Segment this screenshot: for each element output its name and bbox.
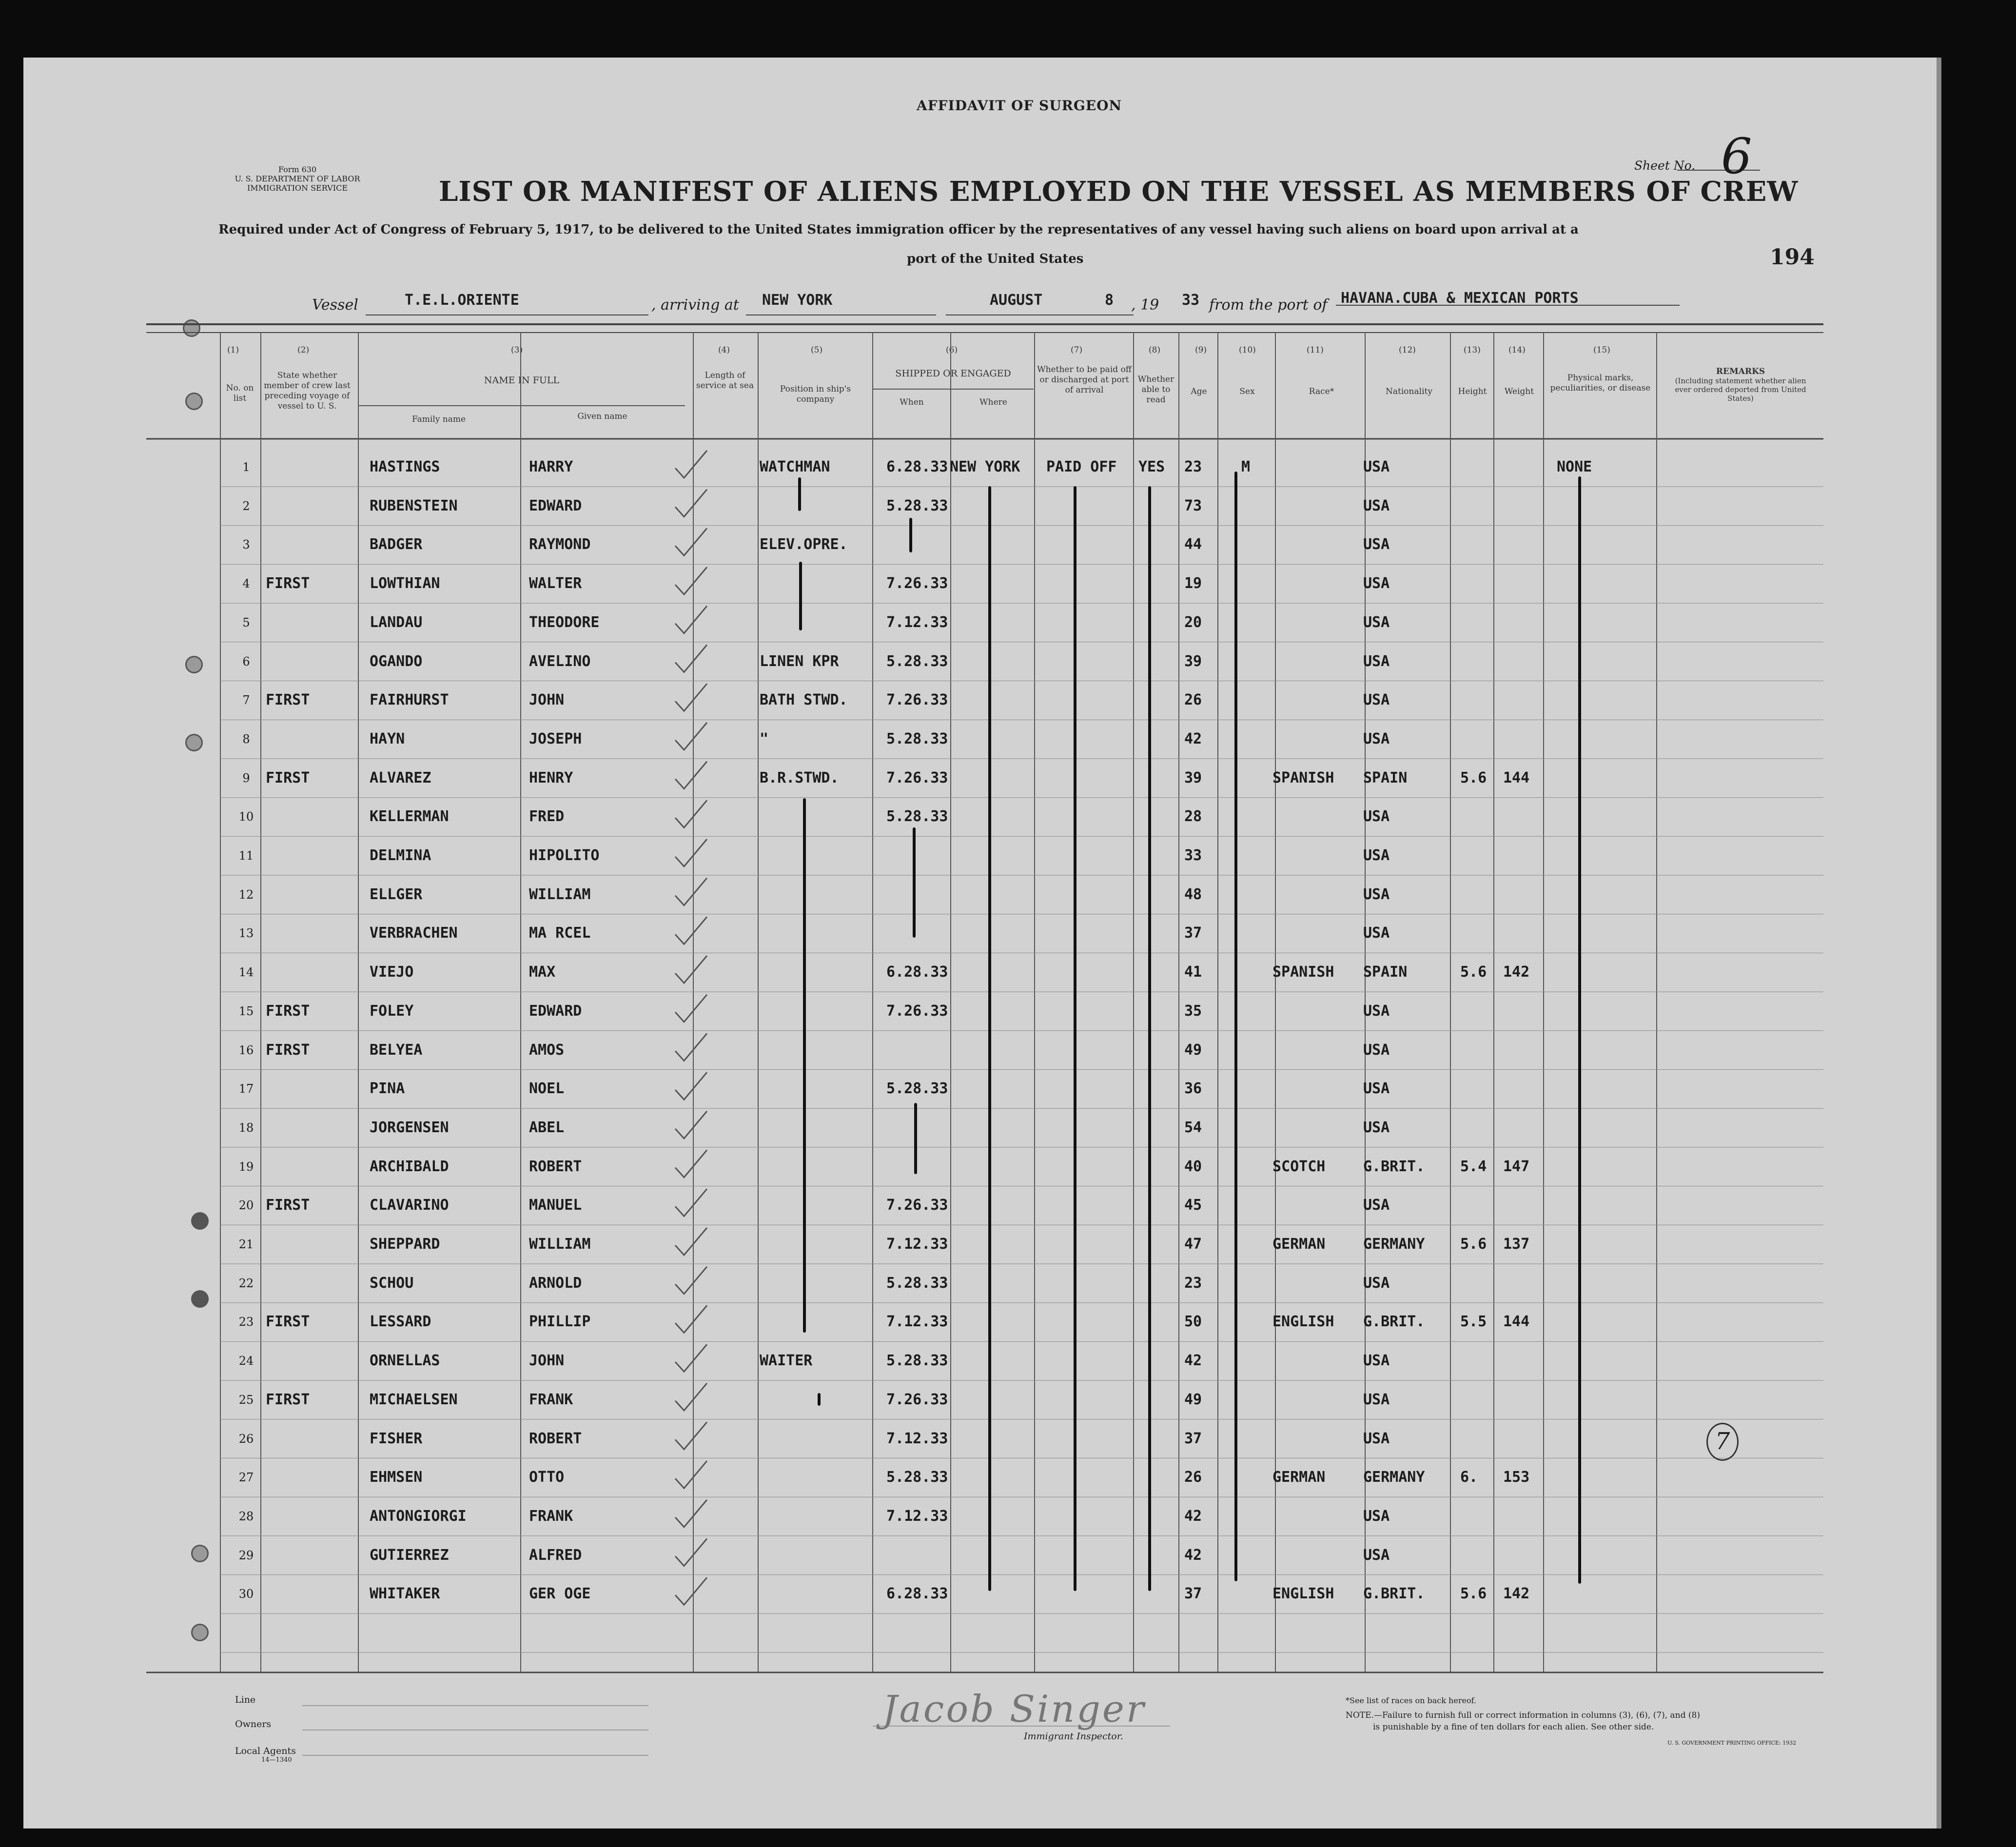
- cell-physical: NONE: [1557, 458, 1592, 475]
- cell-given: FRANK: [529, 1391, 573, 1408]
- cell-height: 5.6: [1460, 1585, 1487, 1603]
- header-able-to-read: Whether able to read: [1137, 374, 1174, 405]
- cell-nationality: G.BRIT.: [1363, 1585, 1425, 1603]
- cell-when: 6.28.33: [886, 1585, 948, 1603]
- cell-age: 47: [1184, 1236, 1202, 1253]
- cell-height: 5.6: [1460, 963, 1487, 981]
- cell-nationality: USA: [1363, 1546, 1390, 1564]
- cell-family: FAIRHURST: [370, 691, 449, 709]
- cell-given: THEODORE: [529, 613, 600, 631]
- cell-height: 5.6: [1460, 769, 1487, 786]
- cell-age: 23: [1184, 1274, 1202, 1292]
- cell-no: 9: [242, 771, 250, 785]
- cell-nationality: USA: [1363, 1119, 1390, 1136]
- cell-given: HIPOLITO: [529, 847, 600, 864]
- arrival-year: 33: [1182, 292, 1200, 309]
- cell-position: B.R.STWD.: [760, 769, 839, 786]
- cell-nationality: SPAIN: [1363, 769, 1408, 786]
- header-list-number: No. on list: [226, 383, 254, 403]
- cell-given: ABEL: [529, 1119, 565, 1136]
- cell-given: NOEL: [529, 1080, 565, 1098]
- cell-given: AVELINO: [529, 652, 591, 670]
- cell-given: WALTER: [529, 575, 582, 592]
- cell-nationality: USA: [1363, 652, 1390, 670]
- footer-agents-code: 14—1340: [261, 1756, 292, 1764]
- cell-family: BELYEA: [370, 1041, 423, 1059]
- cell-when: 7.12.33: [886, 1430, 948, 1447]
- cell-family: SCHOU: [370, 1274, 414, 1292]
- failure-note: NOTE.—Failure to furnish full or correct information in columns (3), (6), (7), and (8): [1346, 1710, 1700, 1720]
- page-stamp: 194: [1770, 245, 1815, 270]
- cell-race: SCOTCH: [1272, 1158, 1326, 1175]
- cell-family: VERBRACHEN: [370, 924, 458, 942]
- cell-given: FRANK: [529, 1507, 573, 1525]
- cell-nationality: USA: [1363, 924, 1390, 942]
- cell-when: 6.28.33: [886, 963, 948, 981]
- footer-line-label: Line: [235, 1694, 256, 1705]
- header-height: Height: [1458, 387, 1487, 396]
- header-where: Where: [979, 397, 1007, 407]
- cell-state: FIRST: [266, 1002, 310, 1020]
- affidavit-header: AFFIDAVIT OF SURGEON: [917, 98, 1122, 114]
- cell-age: 26: [1184, 691, 1202, 709]
- cell-nationality: USA: [1363, 1080, 1390, 1098]
- cell-no: 23: [238, 1315, 254, 1329]
- vessel-name: T.E.L.ORIENTE: [405, 292, 519, 309]
- cell-no: 17: [238, 1082, 254, 1096]
- header-remarks: REMARKS: [1716, 367, 1765, 376]
- cell-state: FIRST: [266, 1391, 310, 1408]
- cell-age: 50: [1184, 1313, 1202, 1331]
- cell-no: 7: [242, 693, 250, 707]
- cell-given: ALFRED: [529, 1546, 582, 1564]
- cell-given: HENRY: [529, 769, 573, 786]
- cell-family: PINA: [370, 1080, 405, 1098]
- cell-age: 39: [1184, 652, 1202, 670]
- cell-given: HARRY: [529, 458, 573, 475]
- cell-family: ALVAREZ: [370, 769, 431, 786]
- cell-age: 73: [1184, 497, 1202, 514]
- cell-when: 7.12.33: [886, 1236, 948, 1253]
- cell-position: WAITER: [760, 1352, 813, 1370]
- cell-no: 20: [238, 1199, 254, 1213]
- sheet-number: 6: [1721, 128, 1752, 185]
- cell-no: 25: [238, 1393, 254, 1407]
- cell-read: YES: [1138, 458, 1165, 475]
- cell-age: 42: [1184, 730, 1202, 747]
- cell-no: 8: [242, 732, 250, 746]
- form-title: LIST OR MANIFEST OF ALIENS EMPLOYED ON THE VESSEL AS MEMBERS OF CREW: [439, 176, 1799, 208]
- cell-given: JOSEPH: [529, 730, 582, 747]
- cell-family: JORGENSEN: [370, 1119, 449, 1136]
- cell-nationality: USA: [1363, 536, 1390, 553]
- cell-when: 7.26.33: [886, 1197, 948, 1214]
- cell-no: 14: [238, 965, 254, 980]
- cell-nationality: USA: [1363, 497, 1390, 514]
- footer-agents-label: Local Agents: [235, 1746, 296, 1756]
- failure-note-2: is punishable by a fine of ten dollars for each alien. See other side.: [1373, 1722, 1654, 1732]
- cell-race: GERMAN: [1272, 1236, 1326, 1253]
- cell-age: 48: [1184, 885, 1202, 903]
- form-identifier: Form 630 U. S. DEPARTMENT OF LABOR IMMIGRATION SERVICE: [235, 165, 360, 193]
- inspector-label: Immigrant Inspector.: [1024, 1731, 1123, 1742]
- cell-weight: 144: [1503, 769, 1530, 786]
- cell-age: 23: [1184, 458, 1202, 475]
- cell-nationality: USA: [1363, 575, 1390, 592]
- cell-position: WATCHMAN: [760, 458, 830, 475]
- cell-family: HAYN: [370, 730, 405, 747]
- cell-age: 20: [1184, 613, 1202, 631]
- cell-age: 39: [1184, 769, 1202, 786]
- cell-height: 5.4: [1460, 1158, 1487, 1175]
- cell-family: SHEPPARD: [370, 1236, 440, 1253]
- cell-where: NEW YORK: [950, 458, 1020, 475]
- cell-no: 24: [238, 1354, 254, 1368]
- cell-no: 18: [238, 1120, 254, 1135]
- cell-no: 12: [238, 887, 254, 902]
- cell-given: JOHN: [529, 1352, 565, 1370]
- cell-given: GER OGE: [529, 1585, 591, 1603]
- cell-no: 4: [242, 577, 250, 591]
- cell-weight: 142: [1503, 1585, 1530, 1603]
- races-note: *See list of races on back hereof.: [1346, 1696, 1477, 1705]
- cell-family: ELLGER: [370, 885, 423, 903]
- inspector-signature: Jacob Singer: [882, 1687, 1146, 1730]
- cell-no: 3: [242, 538, 250, 552]
- cell-no: 15: [238, 1004, 254, 1018]
- header-weight: Weight: [1504, 387, 1534, 396]
- year-prefix: , 19: [1131, 296, 1159, 314]
- form-subtitle-2: port of the United States: [907, 252, 1084, 266]
- cell-nationality: USA: [1363, 1002, 1390, 1020]
- cell-position: BATH STWD.: [760, 691, 848, 709]
- cell-age: 42: [1184, 1352, 1202, 1370]
- cell-family: KELLERMAN: [370, 808, 449, 825]
- cell-no: 28: [238, 1509, 254, 1523]
- cell-nationality: GERMANY: [1363, 1236, 1425, 1253]
- cell-when: 5.28.33: [886, 730, 948, 747]
- cell-given: MANUEL: [529, 1197, 582, 1214]
- header-position: Position in ship's company: [780, 384, 851, 404]
- cell-given: FRED: [529, 808, 565, 825]
- cell-weight: 142: [1503, 963, 1530, 981]
- cell-race: SPANISH: [1272, 769, 1334, 786]
- header-nationality: Nationality: [1386, 387, 1432, 396]
- cell-height: 6.: [1460, 1469, 1478, 1486]
- cell-age: 37: [1184, 1430, 1202, 1447]
- cell-weight: 137: [1503, 1236, 1530, 1253]
- arriving-label: , arriving at: [651, 296, 739, 314]
- cell-no: 30: [238, 1587, 254, 1601]
- cell-weight: 147: [1503, 1158, 1530, 1175]
- cell-family: FOLEY: [370, 1002, 414, 1020]
- cell-when: 7.12.33: [886, 613, 948, 631]
- header-shipped-engaged: SHIPPED OR ENGAGED: [895, 368, 1011, 379]
- cell-when: 7.26.33: [886, 691, 948, 709]
- cell-given: ARNOLD: [529, 1274, 582, 1292]
- cell-state: FIRST: [266, 575, 310, 592]
- cell-age: 37: [1184, 924, 1202, 942]
- cell-position: ": [760, 730, 769, 747]
- header-paid-off: Whether to be paid off or discharged at port of arrival: [1037, 365, 1132, 395]
- cell-family: OGANDO: [370, 652, 423, 670]
- cell-nationality: GERMANY: [1363, 1469, 1425, 1486]
- cell-age: 26: [1184, 1469, 1202, 1486]
- cell-race: ENGLISH: [1272, 1313, 1334, 1331]
- cell-age: 49: [1184, 1041, 1202, 1059]
- cell-when: 5.28.33: [886, 808, 948, 825]
- cell-age: 19: [1184, 575, 1202, 592]
- printer-mark: U. S. GOVERNMENT PRINTING OFFICE: 1932: [1667, 1740, 1797, 1746]
- cell-weight: 144: [1503, 1313, 1530, 1331]
- cell-age: 49: [1184, 1391, 1202, 1408]
- cell-when: 5.28.33: [886, 652, 948, 670]
- form-subtitle: Required under Act of Congress of February 5, 1917, to be delivered to the United States immigration officer by the representatives of any vessel having such aliens on board upon arrival at a: [218, 222, 1579, 237]
- cell-family: CLAVARINO: [370, 1197, 449, 1214]
- cell-given: EDWARD: [529, 1002, 582, 1020]
- from-port-label: from the port of: [1209, 296, 1328, 314]
- sheet-label: Sheet No.: [1634, 158, 1696, 173]
- cell-no: 2: [242, 499, 250, 513]
- cell-when: 6.28.33: [886, 458, 948, 475]
- cell-age: 44: [1184, 536, 1202, 553]
- cell-nationality: USA: [1363, 1391, 1390, 1408]
- cell-family: LOWTHIAN: [370, 575, 440, 592]
- cell-nationality: USA: [1363, 1274, 1390, 1292]
- cell-given: WILLIAM: [529, 885, 591, 903]
- header-service-length: Length of service at sea: [696, 371, 754, 391]
- arrival-day: 8: [1105, 292, 1114, 309]
- cell-no: 29: [238, 1548, 254, 1562]
- cell-no: 26: [238, 1432, 254, 1446]
- cell-age: 54: [1184, 1119, 1202, 1136]
- cell-no: 5: [242, 615, 250, 629]
- cell-position: LINEN KPR: [760, 652, 839, 670]
- cell-weight: 153: [1503, 1469, 1530, 1486]
- cell-height: 5.6: [1460, 1236, 1487, 1253]
- cell-age: 33: [1184, 847, 1202, 864]
- cell-when: 5.28.33: [886, 1080, 948, 1098]
- cell-given: ROBERT: [529, 1158, 582, 1175]
- cell-no: 10: [238, 810, 254, 824]
- cell-nationality: USA: [1363, 1041, 1390, 1059]
- cell-nationality: USA: [1363, 1430, 1390, 1447]
- cell-family: GUTIERREZ: [370, 1546, 449, 1564]
- header-given-name: Given name: [577, 412, 627, 421]
- cell-age: 35: [1184, 1002, 1202, 1020]
- header-physical-marks: Physical marks, peculiarities, or disease: [1550, 373, 1651, 393]
- cell-family: ORNELLAS: [370, 1352, 440, 1370]
- cell-when: 5.28.33: [886, 497, 948, 514]
- cell-age: 37: [1184, 1585, 1202, 1603]
- cell-height: 5.5: [1460, 1313, 1487, 1331]
- cell-when: 5.28.33: [886, 1469, 948, 1486]
- cell-no: 11: [238, 849, 254, 863]
- cell-given: AMOS: [529, 1041, 565, 1059]
- cell-given: MAX: [529, 963, 556, 981]
- cell-given: JOHN: [529, 691, 565, 709]
- header-sex: Sex: [1239, 387, 1255, 396]
- cell-family: DELMINA: [370, 847, 431, 864]
- cell-nationality: USA: [1363, 613, 1390, 631]
- cell-nationality: SPAIN: [1363, 963, 1408, 981]
- cell-family: VIEJO: [370, 963, 414, 981]
- cell-age: 42: [1184, 1507, 1202, 1525]
- cell-nationality: USA: [1363, 808, 1390, 825]
- header-name-in-full: NAME IN FULL: [484, 375, 560, 386]
- cell-age: 41: [1184, 963, 1202, 981]
- header-race: Race*: [1309, 387, 1334, 396]
- cell-nationality: G.BRIT.: [1363, 1313, 1425, 1331]
- cell-paid: PAID OFF: [1046, 458, 1117, 475]
- cell-no: 16: [238, 1043, 254, 1057]
- header-remarks-note: (Including statement whether alien ever ordered deported from United States): [1675, 376, 1806, 403]
- cell-when: 7.26.33: [886, 1002, 948, 1020]
- cell-nationality: G.BRIT.: [1363, 1158, 1425, 1175]
- cell-no: 19: [238, 1159, 254, 1174]
- vessel-label: Vessel: [312, 296, 358, 314]
- cell-age: 28: [1184, 808, 1202, 825]
- cell-family: RUBENSTEIN: [370, 497, 458, 514]
- cell-no: 6: [242, 654, 250, 668]
- cell-family: MICHAELSEN: [370, 1391, 458, 1408]
- cell-state: FIRST: [266, 1041, 310, 1059]
- cell-race: GERMAN: [1272, 1469, 1326, 1486]
- cell-state: FIRST: [266, 691, 310, 709]
- cell-when: 7.12.33: [886, 1313, 948, 1331]
- cell-given: ROBERT: [529, 1430, 582, 1447]
- cell-given: WILLIAM: [529, 1236, 591, 1253]
- arrival-port: NEW YORK: [762, 292, 833, 309]
- cell-family: BADGER: [370, 536, 423, 553]
- cell-state: FIRST: [266, 1313, 310, 1331]
- cell-age: 45: [1184, 1197, 1202, 1214]
- cell-no: 22: [238, 1276, 254, 1290]
- departure-ports: HAVANA.CUBA & MEXICAN PORTS: [1341, 290, 1579, 307]
- cell-no: 1: [242, 460, 250, 474]
- cell-when: 7.26.33: [886, 1391, 948, 1408]
- cell-nationality: USA: [1363, 847, 1390, 864]
- footer-owners-label: Owners: [235, 1719, 272, 1729]
- header-last-voyage: State whether member of crew last preceding voyage of vessel to U. S.: [264, 371, 351, 411]
- cell-family: ARCHIBALD: [370, 1158, 449, 1175]
- cell-race: ENGLISH: [1272, 1585, 1334, 1603]
- cell-family: LANDAU: [370, 613, 423, 631]
- cell-family: FISHER: [370, 1430, 423, 1447]
- cell-nationality: USA: [1363, 1507, 1390, 1525]
- cell-no: 21: [238, 1238, 254, 1251]
- arrival-month: AUGUST: [990, 292, 1043, 309]
- cell-state: FIRST: [266, 1197, 310, 1214]
- cell-family: LESSARD: [370, 1313, 431, 1331]
- cell-position: ELEV.OPRE.: [760, 536, 848, 553]
- cell-race: SPANISH: [1272, 963, 1334, 981]
- cell-when: 7.26.33: [886, 769, 948, 786]
- cell-family: WHITAKER: [370, 1585, 440, 1603]
- cell-sex: M: [1241, 458, 1251, 475]
- cell-when: 5.28.33: [886, 1274, 948, 1292]
- cell-age: 42: [1184, 1546, 1202, 1564]
- cell-nationality: USA: [1363, 1197, 1390, 1214]
- cell-nationality: USA: [1363, 691, 1390, 709]
- cell-no: 27: [238, 1471, 254, 1485]
- header-age: Age: [1191, 387, 1207, 396]
- cell-state: FIRST: [266, 769, 310, 786]
- circled-annotation: 7: [1706, 1423, 1739, 1461]
- cell-family: ANTONGIORGI: [370, 1507, 467, 1525]
- cell-age: 40: [1184, 1158, 1202, 1175]
- cell-when: 5.28.33: [886, 1352, 948, 1370]
- cell-when: 7.26.33: [886, 575, 948, 592]
- cell-given: RAYMOND: [529, 536, 591, 553]
- cell-no: 13: [238, 926, 254, 941]
- cell-given: MA RCEL: [529, 924, 591, 942]
- header-when: When: [900, 397, 924, 407]
- cell-given: OTTO: [529, 1469, 565, 1486]
- cell-nationality: USA: [1363, 885, 1390, 903]
- cell-nationality: USA: [1363, 458, 1390, 475]
- cell-age: 36: [1184, 1080, 1202, 1098]
- cell-when: 7.12.33: [886, 1507, 948, 1525]
- cell-nationality: USA: [1363, 1352, 1390, 1370]
- header-family-name: Family name: [411, 414, 466, 424]
- cell-nationality: USA: [1363, 730, 1390, 747]
- cell-given: PHILLIP: [529, 1313, 591, 1331]
- cell-given: EDWARD: [529, 497, 582, 514]
- cell-family: EHMSEN: [370, 1469, 423, 1486]
- cell-family: HASTINGS: [370, 458, 440, 475]
